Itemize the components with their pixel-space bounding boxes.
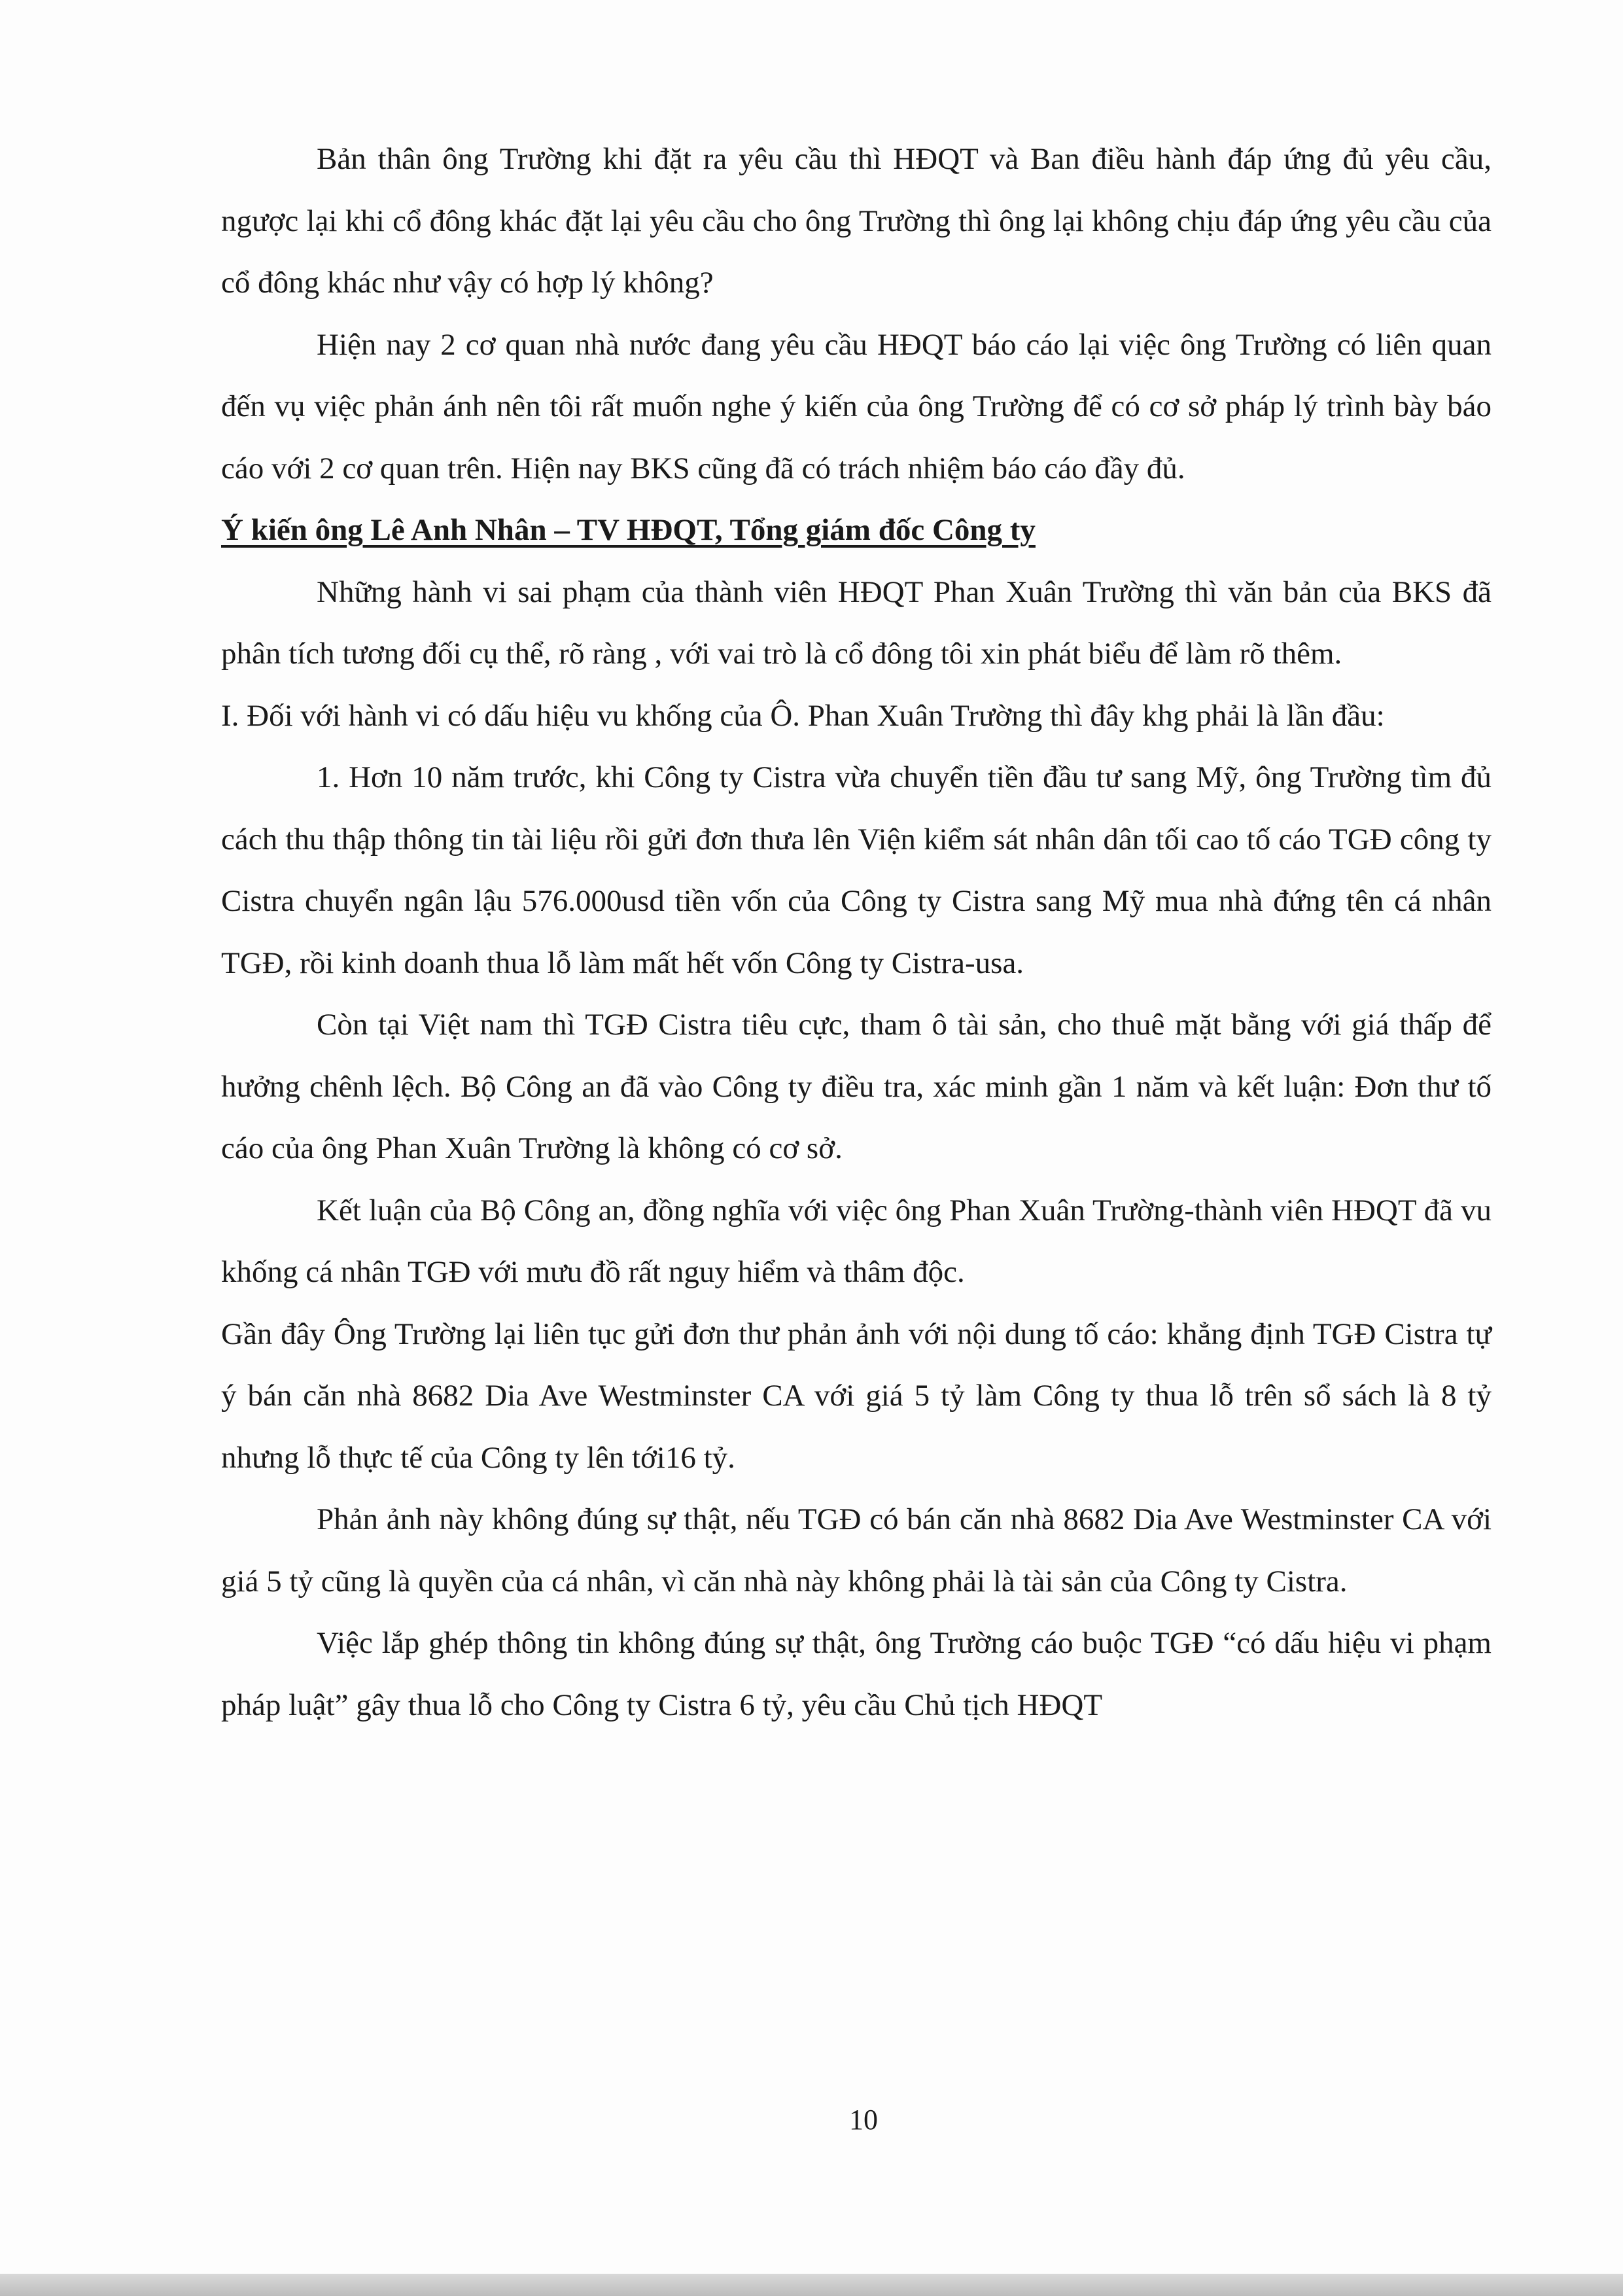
paragraph: I. Đối với hành vi có dấu hiệu vu khống của Ô. Phan Xuân Trường thì đây khg phải là lần đầu: [221, 698, 1385, 733]
page-number: 10 [849, 2104, 878, 2136]
paragraph: 1. Hơn 10 năm trước, khi Công ty Cistra vừa chuyển tiền đầu tư sang Mỹ, ông Trường tìm đủ cách thu thập thông tin tài liệu rồi gửi đơn thưa lên Viện kiểm sát nhân dân tối cao tố cáo TGĐ công ty Cistra chuyển ngân lậu 576.000usd tiền vốn của Công ty Cistra sang Mỹ mua nhà đứng tên cá nhân TGĐ, rồi kinh doanh thua lỗ làm mất hết vốn Công ty Cistra-usa. [221, 760, 1492, 980]
paragraph: Những hành vi sai phạm của thành viên HĐQT Phan Xuân Trường thì văn bản của BKS đã phân tích tương đối cụ thể, rõ ràng , với vai trò là cổ đông tôi xin phát biểu để làm rõ thêm. [221, 574, 1492, 671]
section-heading: Ý kiến ông Lê Anh Nhân – TV HĐQT, Tổng giám đốc Công ty [221, 513, 1036, 547]
document-body [221, 128, 1492, 1736]
paragraph: Việc lắp ghép thông tin không đúng sự thật, ông Trường cáo buộc TGĐ “có dấu hiệu vi phạm pháp luật” gây thua lỗ cho Công ty Cistra 6 tỷ, yêu cầu Chủ tịch HĐQT [221, 1626, 1492, 1722]
paragraph: Còn tại Việt nam thì TGĐ Cistra tiêu cực, tham ô tài sản, cho thuê mặt bằng với giá thấp để hưởng chênh lệch. Bộ Công an đã vào Công ty điều tra, xác minh gần 1 năm và kết luận: Đơn thư tố cáo của ông Phan Xuân Trường là không có cơ sở. [221, 1008, 1492, 1165]
scan-border [0, 2274, 1623, 2296]
paragraph: Hiện nay 2 cơ quan nhà nước đang yêu cầu HĐQT báo cáo lại việc ông Trường có liên quan đến vụ việc phản ánh nên tôi rất muốn nghe ý kiến của ông Trường để có cơ sở pháp lý trình bày báo cáo với 2 cơ quan trên. Hiện nay BKS cũng đã có trách nhiệm báo cáo đầy đủ. [221, 327, 1492, 486]
paragraph: Phản ảnh này không đúng sự thật, nếu TGĐ có bán căn nhà 8682 Dia Ave Westminster CA với giá 5 tỷ cũng là quyền của cá nhân, vì căn nhà này không phải là tài sản của Công ty Cistra. [221, 1502, 1492, 1598]
paragraph: Bản thân ông Trường khi đặt ra yêu cầu thì HĐQT và Ban điều hành đáp ứng đủ yêu cầu, ngược lại khi cổ đông khác đặt lại yêu cầu cho ông Trường thì ông lại không chịu đáp ứng yêu cầu của cổ đông khác như vậy có hợp lý không? [221, 142, 1492, 300]
paragraph: Kết luận của Bộ Công an, đồng nghĩa với việc ông Phan Xuân Trường-thành viên HĐQT đã vu khống cá nhân TGĐ với mưu đồ rất nguy hiểm và thâm độc. [221, 1193, 1492, 1289]
paragraph: Gần đây Ông Trường lại liên tục gửi đơn thư phản ảnh với nội dung tố cáo: khẳng định TGĐ Cistra tự ý bán căn nhà 8682 Dia Ave Westminster CA với giá 5 tỷ làm Công ty thua lỗ trên sổ sách là 8 tỷ nhưng lỗ thực tế của Công ty lên tới16 tỷ. [221, 1316, 1492, 1475]
